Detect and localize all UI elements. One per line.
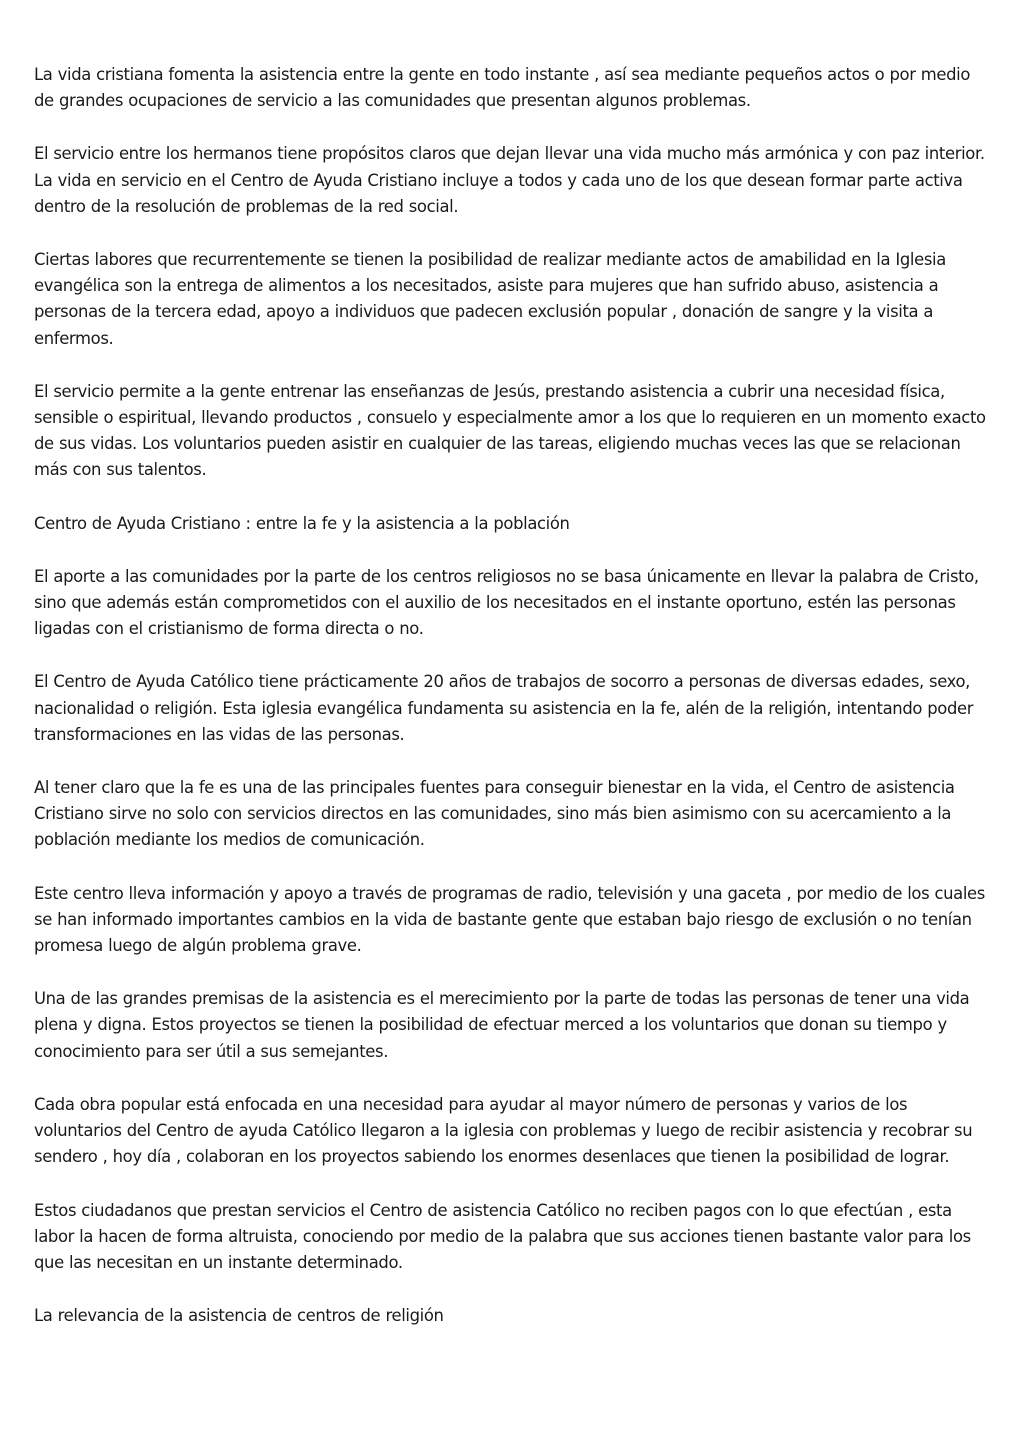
- paragraph: Ciertas labores que recurrentemente se tienen la posibilidad de realizar mediante actos de amabilidad en la Iglesia evangélica son la entrega de alimentos a los necesitados, asiste para mujeres que han sufrido abuso, asistencia a personas de la tercera edad, apoyo a individuos que padecen exclusión popular , donación de sangre y la visita a enfermos.: [34, 250, 946, 348]
- paragraph: Cada obra popular está enfocada en una necesidad para ayudar al mayor número de personas y varios de los voluntarios del Centro de ayuda Católico llegaron a la iglesia con problemas y luego de recibir asistencia y recobrar su sendero , hoy día , colaboran en los proyectos sabiendo los enormes desenlaces que tienen la posibilidad de lograr.: [34, 1094, 973, 1167]
- paragraph: El Centro de Ayuda Católico tiene prácticamente 20 años de trabajos de socorro a personas de diversas edades, sexo, nacionalidad o religión. Esta iglesia evangélica fundamenta su asistencia en la fe, alén de la religión, intentando poder transformaciones en las vidas de las personas.: [34, 672, 974, 744]
- paragraph: El servicio entre los hermanos tiene propósitos claros que dejan llevar una vida mucho más armónica y con paz interior. La vida en servicio en el Centro de Ayuda Cristiano incluye a todos y cada uno de los que desean formar parte activa dentro de la resolución de problemas de la red social.: [34, 144, 985, 216]
- paragraph: El servicio permite a la gente entrenar las enseñanzas de Jesús, prestando asistencia a cubrir una necesidad física, sensible o espiritual, llevando productos , consuelo y especialmente amor a los que lo requieren en un momento exacto de sus vidas. Los voluntarios pueden asistir en cualquier de las tareas, eligiendo muchas veces las que se relacionan más con sus talentos.: [34, 381, 986, 480]
- paragraph: La vida cristiana fomenta la asistencia entre la gente en todo instante , así sea mediante pequeños actos o por medio de grandes ocupaciones de servicio a las comunidades que presentan algunos problemas.: [34, 65, 971, 111]
- paragraph: Estos ciudadanos que prestan servicios el Centro de asistencia Católico no reciben pagos con lo que efectúan , esta labor la hacen de forma altruista, conociendo por medio de la palabra que sus acciones tienen bastante valor para los que las necesitan en un instante determinado.: [34, 1200, 971, 1272]
- section-heading: La relevancia de la asistencia de centros de religión: [34, 1306, 444, 1326]
- section-heading: Centro de Ayuda Cristiano : entre la fe y la asistencia a la población: [34, 513, 570, 533]
- paragraph: El aporte a las comunidades por la parte de los centros religiosos no se basa únicamente en llevar la palabra de Cristo, sino que además están comprometidos con el auxilio de los necesitados en el instante oportuno, estén las personas ligadas con el cristianismo de forma directa o no.: [34, 566, 979, 639]
- document-body: [34, 62, 992, 1356]
- paragraph: Este centro lleva información y apoyo a través de programas de radio, televisión y una gaceta , por medio de los cuales se han informado importantes cambios en la vida de bastante gente que estaban bajo riesgo de exclusión o no tenían promesa luego de algún problema grave.: [34, 883, 985, 956]
- paragraph: Al tener claro que la fe es una de las principales fuentes para conseguir bienestar en la vida, el Centro de asistencia Cristiano sirve no solo con servicios directos en las comunidades, sino más bien asimismo con su acercamiento a la población mediante los medios de comunicación.: [34, 778, 955, 850]
- paragraph: Una de las grandes premisas de la asistencia es el merecimiento por la parte de todas las personas de tener una vida plena y digna. Estos proyectos se tienen la posibilidad de efectuar merced a los voluntarios que donan su tiempo y conocimiento para ser útil a sus semejantes.: [34, 989, 970, 1061]
